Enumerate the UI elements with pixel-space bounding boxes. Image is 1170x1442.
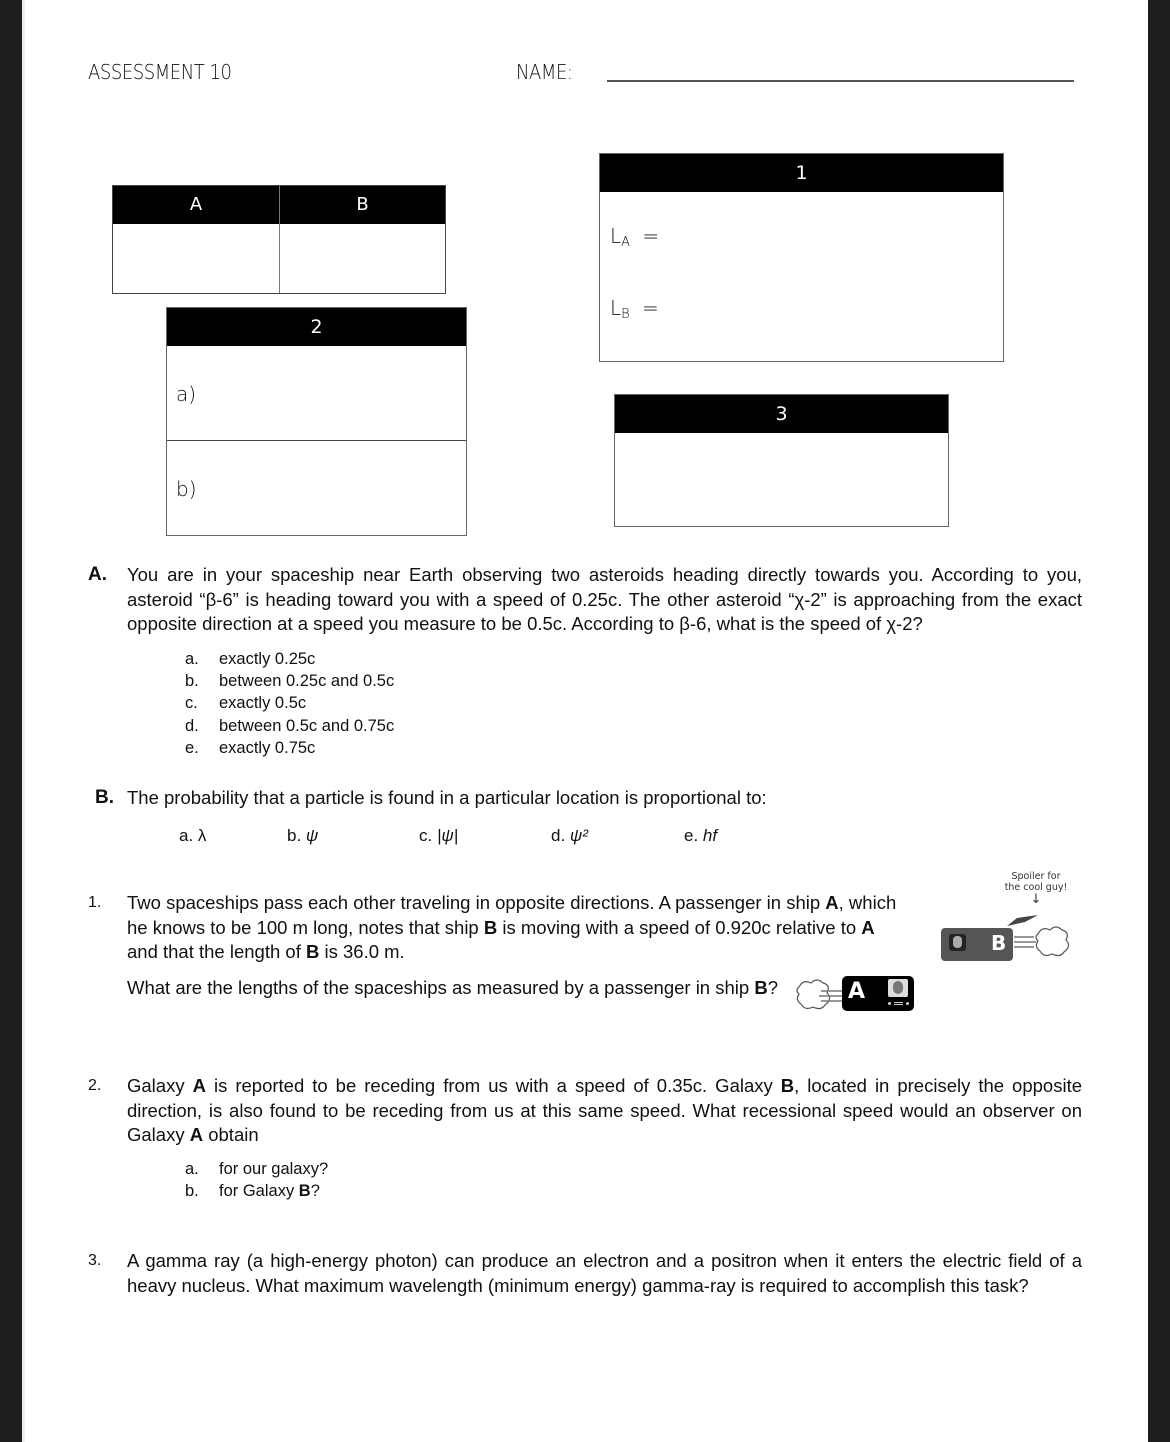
option-text: exactly 0.75c	[219, 738, 316, 757]
option-d[interactable]	[185, 715, 394, 737]
option-letter: a.	[179, 826, 194, 845]
answer-box-2-title: 2	[167, 308, 466, 346]
ship-b-exhaust-cloud-icon	[1014, 922, 1070, 960]
passenger-portrait-icon	[888, 979, 908, 997]
ship-b-label: B	[991, 931, 1007, 955]
subpart-b: b. for Galaxy B?	[185, 1180, 328, 1202]
question-b-label: B.	[95, 787, 114, 808]
length-a-line[interactable]	[610, 224, 659, 250]
name-blank-line[interactable]	[607, 80, 1074, 82]
option-text: ψ²	[569, 826, 588, 845]
question-a-label: A.	[88, 564, 107, 585]
length-symbol: L	[610, 224, 622, 248]
row-label-b: b)	[176, 477, 197, 501]
option-a[interactable]	[185, 648, 394, 670]
option-text: λ	[197, 826, 207, 845]
option-text: exactly 0.5c	[219, 694, 307, 713]
option-text: between 0.5c and 0.75c	[219, 716, 395, 735]
answer-box-3-title: 3	[615, 395, 948, 433]
assessment-title: ASSESSMENT 10	[88, 60, 232, 84]
down-arrow-icon: ↓	[1030, 892, 1042, 907]
name-label: NAME:	[516, 60, 573, 84]
length-subscript-a: A	[621, 235, 631, 250]
answer-table-ab	[112, 185, 446, 294]
length-symbol: L	[610, 296, 622, 320]
question-b-text: The probability that a particle is found in a particular location is proportional to:	[127, 787, 767, 808]
subpart-a	[185, 1158, 328, 1180]
spoiler-note-line-1: Spoiler for	[1011, 871, 1061, 882]
option-text: hf	[702, 826, 718, 845]
problem-2-subparts	[185, 1158, 328, 1202]
option-text: |ψ|	[436, 826, 459, 845]
answer-cell-b[interactable]	[279, 224, 445, 293]
spoiler-note	[1004, 871, 1068, 906]
ship-a-exhaust-cloud-icon	[795, 975, 845, 1013]
option-b-b[interactable]	[287, 826, 318, 846]
option-letter: e.	[684, 826, 699, 845]
answer-area-3[interactable]	[615, 433, 948, 526]
option-letter: b.	[287, 826, 302, 845]
option-b-c[interactable]	[419, 826, 458, 846]
problem-3-text: A gamma ray (a high-energy photon) can produce an electron and a positron when it enters the electric field of a heavy nucleus. What maximum wavelength (minimum energy) gamma-ray is required to accomplish this task?	[127, 1250, 1082, 1296]
option-text: between 0.25c and 0.5c	[219, 672, 395, 691]
ship-b-illustration	[941, 928, 1013, 961]
option-letter: d.	[551, 826, 566, 845]
answer-row-b[interactable]	[167, 441, 466, 535]
problem-1-text: Two spaceships pass each other traveling in opposite directions. A passenger in ship A, which he knows to be 100 m long, notes that ship B is moving with a speed of 0.920c relative to A and that the length of B is 36.0 m.	[127, 892, 897, 962]
option-letter: c.	[419, 826, 433, 845]
option-letter: a.	[185, 650, 199, 668]
equals-sign: =	[642, 296, 659, 320]
option-letter: b.	[185, 672, 199, 691]
option-c[interactable]	[185, 692, 394, 714]
equals-sign: =	[642, 224, 660, 248]
answer-box-1-title: 1	[600, 154, 1003, 192]
question-a-text: You are in your spaceship near Earth observing two asteroids heading directly towards you. According to you, asteroid “β-6” is heading toward you with a speed of 0.25c. The other asteroid “χ-2” is approaching from the exact opposite direction at a speed you measure to be 0.5c. According to β-6, what is the speed of χ-2?	[127, 564, 1082, 634]
problem-1-question: What are the lengths of the spaceships as measured by a passenger in ship B?	[127, 977, 778, 998]
problem-2-number: 2.	[88, 1077, 102, 1094]
length-subscript-b: B	[621, 307, 630, 322]
column-header-a: A	[113, 186, 279, 224]
ship-a-label: A	[848, 979, 866, 1004]
ship-a-lights-icon	[888, 1002, 910, 1005]
subpart-letter: a.	[185, 1160, 199, 1178]
option-b-e[interactable]	[684, 826, 717, 846]
length-b-line[interactable]	[610, 296, 659, 322]
option-b-a[interactable]	[179, 826, 206, 846]
subpart-letter: b.	[185, 1182, 199, 1201]
row-label-a: a)	[176, 382, 197, 406]
option-text: exactly 0.25c	[219, 650, 316, 668]
column-header-b: B	[279, 186, 445, 224]
answer-row-a[interactable]	[167, 346, 466, 441]
option-letter: e.	[185, 738, 199, 757]
option-text: ψ	[305, 826, 319, 845]
ship-a-illustration	[842, 976, 914, 1011]
passenger-portrait-icon	[949, 934, 966, 951]
problem-1-number: 1.	[88, 894, 102, 911]
subpart-text: for our galaxy?	[219, 1160, 329, 1178]
spoiler-note-line-2: the cool guy!	[1004, 882, 1068, 893]
problem-2-text: Galaxy A is reported to be receding from us with a speed of 0.35c. Galaxy B, located in precisely the opposite direction, is also found to be receding from us at this same speed. What recessional speed would an observer on Galaxy A obtain	[127, 1075, 1083, 1145]
answer-box-1	[599, 153, 1004, 362]
option-e[interactable]	[185, 737, 394, 759]
option-b[interactable]	[185, 670, 394, 692]
option-letter: d.	[185, 716, 199, 735]
question-a-options	[185, 648, 394, 759]
problem-3-number: 3.	[88, 1252, 102, 1269]
option-letter: c.	[185, 694, 198, 713]
answer-box-3	[614, 394, 949, 527]
answer-cell-a[interactable]	[113, 224, 279, 293]
answer-box-2	[166, 307, 467, 536]
option-b-d[interactable]	[551, 826, 588, 846]
